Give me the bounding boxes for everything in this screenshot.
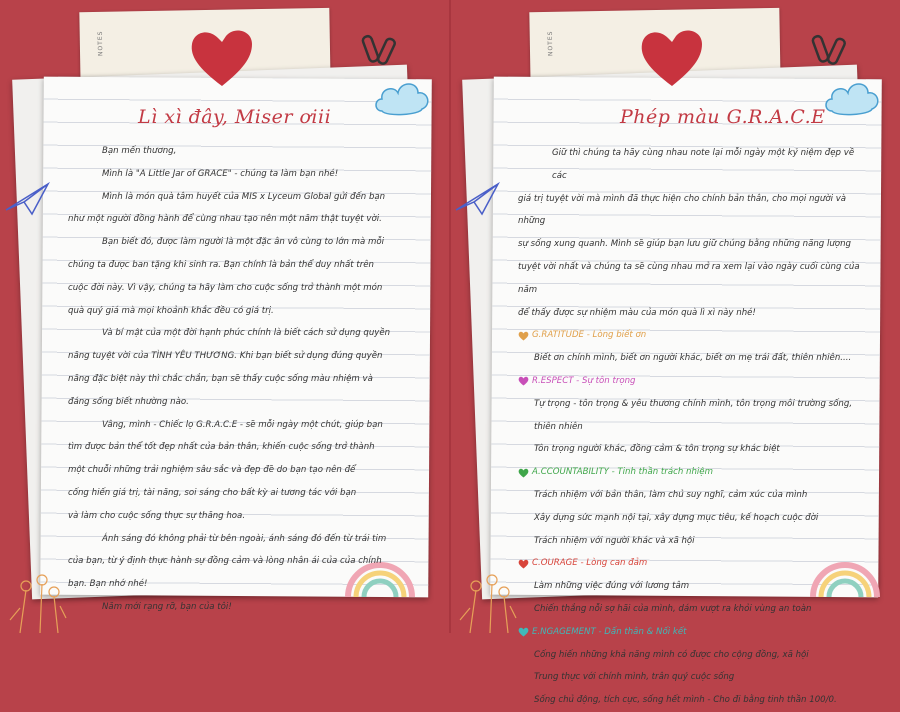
letter-line: Vâng, mình - Chiếc lọ G.R.A.C.E - sẽ mỗi ngày một chút, giúp bạn [102,419,383,430]
letter-line: Ánh sáng đó không phải từ bên ngoài, ánh sáng đó đến từ trái tim [102,533,387,544]
letter-line: Bạn biết đó, được làm người là một đặc ân vô cùng to lớn mà mỗi [102,237,385,248]
intro-line: Giữ thì chúng ta hãy cùng nhau note lại mỗi ngày một kỷ niệm đẹp về các [552,148,855,181]
intro-line: sự sống xung quanh. Mình sẽ giúp bạn lưu giữ chúng bằng những năng lượng [518,239,851,250]
right-page [450,0,900,706]
section-gratitude [518,324,868,347]
section-engagement [518,621,868,644]
section-label: R.ESPECT - Sự tôn trọng [532,375,636,386]
letter-line: tìm được bản thể tốt đẹp nhất của bản thân, khiến cuộc sống trở thành [68,442,375,453]
page-title: Lì xì đây, Miser ơiii [138,106,332,128]
letter-line: và làm cho cuộc sống thực sự thăng hoa. [68,510,246,521]
heart-bullet-icon [518,627,529,637]
letter-line: cống hiến giá trị, tài năng, soi sáng cho bất kỳ ai tương tác với bạn [68,487,357,498]
section-line: Trung thực với chính mình, trân quý cuộc sống [534,672,735,683]
section-line: Tự trọng - tôn trọng & yêu thương chính mình, tôn trọng môi trường sống, thiên nhiên [534,398,853,432]
section-line: Chiến thắng nỗi sợ hãi của mình, dám vượt ra khỏi vùng an toàn [534,603,812,614]
section-line: Trách nhiệm với bản thân, làm chủ suy nghĩ, cảm xúc của mình [534,489,808,500]
heart-icon [188,26,256,88]
letter-body [68,140,408,619]
paper-plane-icon [2,180,52,220]
section-courage [518,552,868,575]
cloud-icon [822,75,884,119]
section-line: Biết ơn chính mình, biết ơn người khác, biết ơn mẹ trái đất, thiên nhiên.... [534,353,852,364]
letter-line: của bạn, từ ý định thực hành sự đồng cảm và lòng nhân ái của của chính [68,556,382,567]
letter-line: Và bí mật của một đời hạnh phúc chính là biết cách sử dụng quyền [102,328,391,339]
intro-line: để thấy được sự nhiệm màu của món quà lì xì này nhé! [518,307,756,318]
letter-line: như một người đồng hành để cùng nhau tạo nên một năm thật tuyệt vời. [68,214,382,225]
section-accountability [518,461,868,484]
letter-line: quà quý giá mà mọi khoảnh khắc đều có giá trị. [68,305,274,316]
section-line: Trách nhiệm với người khác và xã hội [534,535,695,546]
section-line: Xây dựng sức mạnh nội tại, xây dựng mục tiêu, kế hoạch cuộc đời [534,512,819,523]
heart-bullet-icon [518,331,529,341]
section-line: Cống hiến những khả năng mình có được cho cộng đồng, xã hội [534,649,809,660]
section-line: Tôn trọng người khác, đồng cảm & tôn trọng sự khác biệt [534,444,780,455]
left-page [0,0,450,633]
letter-line: chúng ta được ban tặng khi sinh ra. Bạn chính là bản thể duy nhất trên [68,259,374,270]
letter-line: Bạn mến thương, [102,146,177,156]
grace-body [518,142,868,712]
paperclip-icon [362,32,402,66]
cloud-icon [372,75,434,119]
letter-line: đáng sống biết nhường nào. [68,396,189,407]
section-label: C.OURAGE - Lòng can đảm [532,558,648,569]
section-label: G.RATITUDE - Lòng biết ơn [532,330,647,341]
notes-label: NOTES [546,30,555,57]
heart-bullet-icon [518,468,529,478]
section-label: E.NGAGEMENT - Dấn thân & Nối kết [532,626,687,637]
section-line: Làm những việc đúng với lương tâm [534,581,690,592]
section-label: A.CCOUNTABILITY - Tinh thần trách nhiệm [532,467,713,478]
intro-line: giá trị tuyệt vời mà mình đã thực hiện cho chính bản thân, cho mọi người và những [518,193,847,227]
letter-line: một chuỗi những trải nghiệm sâu sắc và đẹp đẽ do bạn tạo nên để [68,465,356,476]
intro-line: tuyệt vời nhất và chúng ta sẽ cùng nhau mở ra xem lại vào ngày cuối cùng của năm [518,261,860,295]
paperclip-icon [812,32,852,66]
letter-line: năng đặc biệt này thì chắc chắn, bạn sẽ thấy cuộc sống màu nhiệm và [68,373,373,384]
letter-line: cuộc đời này. Vì vậy, chúng ta hãy làm cho cuộc sống trở thành một món [68,282,383,293]
heart-bullet-icon [518,376,529,386]
page-title: Phép màu G.R.A.C.E [620,106,826,128]
letter-line: năng tuyệt vời của TÌNH YÊU THƯƠNG. Khi bạn biết sử dụng đúng quyền [68,351,383,362]
notes-label: NOTES [96,30,105,57]
section-line: Sống chủ động, tích cực, sống hết mình - Cho đi bằng tinh thần 100/0. [534,695,837,706]
letter-line: Mình là món quà tâm huyết của MIS x Lyceum Global gửi đến bạn [102,191,386,202]
letter-line: bạn. Bạn nhớ nhé! [68,579,148,590]
heart-bullet-icon [518,559,529,569]
section-respect [518,370,868,393]
letter-line: Mình là "A Little Jar of GRACE" - chúng ta làm bạn nhé! [102,168,339,179]
heart-icon [638,26,706,88]
letter-line: Năm mới rạng rỡ, bạn của tôi! [102,601,232,612]
paper-plane-icon [452,180,502,220]
